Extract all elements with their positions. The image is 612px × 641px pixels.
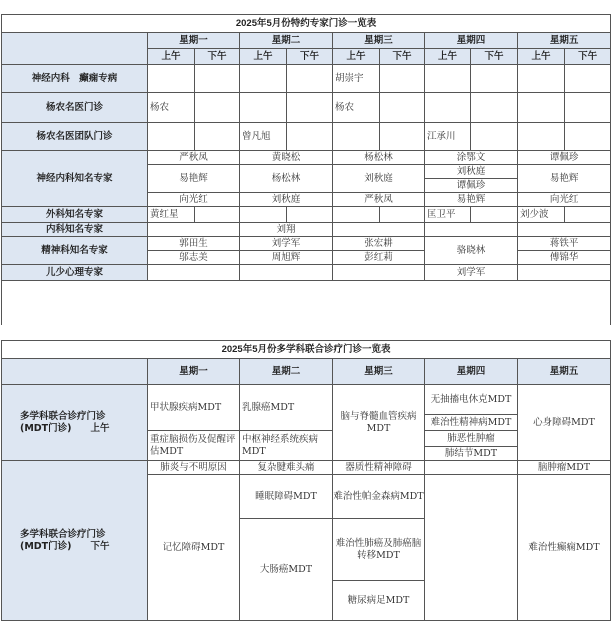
dept-surgery-famous: 外科知名专家 xyxy=(2,207,148,223)
doctor-cell: 刘学军 xyxy=(240,237,333,251)
pm-header: 下午 xyxy=(471,49,518,65)
dept-child-psych: 儿少心理专家 xyxy=(2,265,148,281)
empty-cell xyxy=(333,207,380,223)
empty-cell xyxy=(195,207,240,223)
doctor-cell: 向光红 xyxy=(518,193,611,207)
empty-cell xyxy=(565,123,611,151)
am-header: 上午 xyxy=(425,49,471,65)
empty-cell xyxy=(240,93,287,123)
mdt-cell: 难治性癫痫MDT xyxy=(518,475,611,621)
doctor-cell: 刘秋庭 xyxy=(333,165,425,193)
mdt-cell: 心身障碍MDT xyxy=(518,385,611,461)
doctor-cell: 易艳辉 xyxy=(518,165,611,193)
corner-cell xyxy=(2,359,148,385)
doctor-cell: 涂鄂文 xyxy=(425,151,518,165)
am-header: 上午 xyxy=(148,49,195,65)
empty-cell xyxy=(565,93,611,123)
day-header-thu: 星期四 xyxy=(425,33,518,49)
mdt-cell: 肺炎与不明原因 xyxy=(148,461,240,475)
doctor-cell: 刘翔 xyxy=(240,223,333,237)
empty-cell xyxy=(240,265,333,281)
empty-cell xyxy=(195,93,240,123)
mdt-cell: 肺结节MDT xyxy=(425,447,518,461)
day-header-thu: 星期四 xyxy=(425,359,518,385)
doctor-cell: 匡卫平 xyxy=(425,207,471,223)
doctor-cell: 周旭辉 xyxy=(240,251,333,265)
doctor-cell: 骆晓林 xyxy=(425,237,518,265)
mdt-cell: 重症脑损伤及促醒评估MDT xyxy=(148,431,240,461)
doctor-cell: 谭佩珍 xyxy=(425,179,518,193)
empty-cell xyxy=(471,207,518,223)
mdt-cell: 脑肿瘤MDT xyxy=(518,461,611,475)
mdt-am-label-line2: (MDT门诊) 上午 xyxy=(20,422,110,434)
doctor-cell: 刘秋庭 xyxy=(425,165,518,179)
doctor-cell: 张宏耕 xyxy=(333,237,425,251)
doctor-cell: 郭田生 xyxy=(148,237,240,251)
doctor-cell: 曾凡旭 xyxy=(240,123,287,151)
doctor-cell: 向光红 xyxy=(148,193,240,207)
doctor-cell: 刘学军 xyxy=(425,265,518,281)
empty-cell xyxy=(471,93,518,123)
am-header: 上午 xyxy=(518,49,565,65)
empty-cell xyxy=(148,65,195,93)
empty-cell xyxy=(518,93,565,123)
mdt-cell: 脑与脊髓血管疾病MDT xyxy=(333,385,425,461)
spacer xyxy=(2,281,611,325)
doctor-cell: 彭红莉 xyxy=(333,251,425,265)
empty-cell xyxy=(425,223,518,237)
dept-neuro-famous: 神经内科知名专家 xyxy=(2,151,148,207)
empty-cell xyxy=(425,475,518,621)
mdt-cell: 大肠癌MDT xyxy=(240,519,333,621)
doctor-cell: 杨松林 xyxy=(333,151,425,165)
doctor-cell: 杨松林 xyxy=(240,165,333,193)
doctor-cell: 易艳辉 xyxy=(148,165,240,193)
dept-psych-famous: 精神科知名专家 xyxy=(2,237,148,265)
empty-cell xyxy=(287,207,333,223)
day-header-tue: 星期二 xyxy=(240,33,333,49)
empty-cell xyxy=(565,207,611,223)
empty-cell xyxy=(148,223,240,237)
mdt-cell: 糖尿病足MDT xyxy=(333,581,425,621)
empty-cell xyxy=(333,123,380,151)
doctor-cell: 蒋铁平 xyxy=(518,237,611,251)
mdt-cell: 乳腺癌MDT xyxy=(240,385,333,431)
day-header-fri: 星期五 xyxy=(518,359,611,385)
empty-cell xyxy=(425,65,471,93)
empty-cell xyxy=(380,123,425,151)
empty-cell xyxy=(380,93,425,123)
dept-yangnong-team: 杨农名医团队门诊 xyxy=(2,123,148,151)
empty-cell xyxy=(287,93,333,123)
mdt-cell: 复杂腱难头痛 xyxy=(240,461,333,475)
empty-cell xyxy=(380,65,425,93)
empty-cell xyxy=(471,65,518,93)
mdt-cell: 难治性帕金森病MDT xyxy=(333,475,425,519)
corner-cell xyxy=(2,33,148,65)
doctor-cell: 刘少波 xyxy=(518,207,565,223)
mdt-cell: 中枢神经系统疾病MDT xyxy=(240,431,333,461)
am-header: 上午 xyxy=(333,49,380,65)
doctor-cell: 黄晓松 xyxy=(240,151,333,165)
day-header-fri: 星期五 xyxy=(518,33,611,49)
day-header-wed: 星期三 xyxy=(333,359,425,385)
empty-cell xyxy=(287,65,333,93)
doctor-cell: 刘秋庭 xyxy=(240,193,333,207)
empty-cell xyxy=(195,123,240,151)
pm-header: 下午 xyxy=(565,49,611,65)
day-header-tue: 星期二 xyxy=(240,359,333,385)
empty-cell xyxy=(565,65,611,93)
mdt-table xyxy=(1,340,611,621)
doctor-cell: 严秋凤 xyxy=(333,193,425,207)
table1-title: 2025年5月份特约专家门诊一览表 xyxy=(2,15,611,33)
mdt-pm-label-line2: (MDT门诊) 下午 xyxy=(20,540,110,552)
mdt-cell: 睡眠障碍MDT xyxy=(240,475,333,519)
doctor-cell: 杨农 xyxy=(333,93,380,123)
doctor-cell: 谭佩珍 xyxy=(518,151,611,165)
empty-cell xyxy=(148,265,240,281)
empty-cell xyxy=(425,93,471,123)
empty-cell xyxy=(518,123,565,151)
mdt-cell: 记忆障碍MDT xyxy=(148,475,240,621)
mdt-am-label xyxy=(2,385,148,461)
mdt-pm-label xyxy=(2,461,148,621)
pm-header: 下午 xyxy=(380,49,425,65)
empty-cell xyxy=(518,223,611,237)
doctor-cell: 邬志美 xyxy=(148,251,240,265)
empty-cell xyxy=(287,123,333,151)
mdt-cell: 难治性精神病MDT xyxy=(425,415,518,431)
mdt-pm-label-line1: 多学科联合诊疗门诊 xyxy=(20,528,106,540)
day-header-mon: 星期一 xyxy=(148,33,240,49)
mdt-cell: 甲状腺疾病MDT xyxy=(148,385,240,431)
empty-cell xyxy=(333,265,425,281)
empty-cell xyxy=(425,461,518,475)
day-header-mon: 星期一 xyxy=(148,359,240,385)
empty-cell xyxy=(518,265,611,281)
am-header: 上午 xyxy=(240,49,287,65)
empty-cell xyxy=(195,65,240,93)
empty-cell xyxy=(240,207,287,223)
pm-header: 下午 xyxy=(287,49,333,65)
empty-cell xyxy=(518,65,565,93)
dept-internal-famous: 内科知名专家 xyxy=(2,223,148,237)
mdt-cell: 肺恶性肿瘤 xyxy=(425,431,518,447)
empty-cell xyxy=(148,123,195,151)
doctor-cell: 易艳辉 xyxy=(425,193,518,207)
dept-neuro-epilepsy: 神经内科 癫痫专病 xyxy=(2,65,148,93)
empty-cell xyxy=(333,223,425,237)
doctor-cell: 严秋凤 xyxy=(148,151,240,165)
day-header-wed: 星期三 xyxy=(333,33,425,49)
table2-title: 2025年5月份多学科联合诊疗门诊一览表 xyxy=(2,341,611,359)
empty-cell xyxy=(240,65,287,93)
mdt-cell: 器质性精神障碍 xyxy=(333,461,425,475)
mdt-am-label-line1: 多学科联合诊疗门诊 xyxy=(20,410,106,422)
mdt-cell: 无抽搐电休克MDT xyxy=(425,385,518,415)
doctor-cell: 傅锦华 xyxy=(518,251,611,265)
dept-yangnong: 杨农名医门诊 xyxy=(2,93,148,123)
empty-cell xyxy=(471,123,518,151)
pm-header: 下午 xyxy=(195,49,240,65)
empty-cell xyxy=(380,207,425,223)
mdt-cell: 难治性肺癌及肺癌脑转移MDT xyxy=(333,519,425,581)
doctor-cell: 江承川 xyxy=(425,123,471,151)
doctor-cell: 杨农 xyxy=(148,93,195,123)
doctor-cell: 胡崇宇 xyxy=(333,65,380,93)
doctor-cell: 黄红星 xyxy=(148,207,195,223)
special-expert-table xyxy=(1,14,611,325)
